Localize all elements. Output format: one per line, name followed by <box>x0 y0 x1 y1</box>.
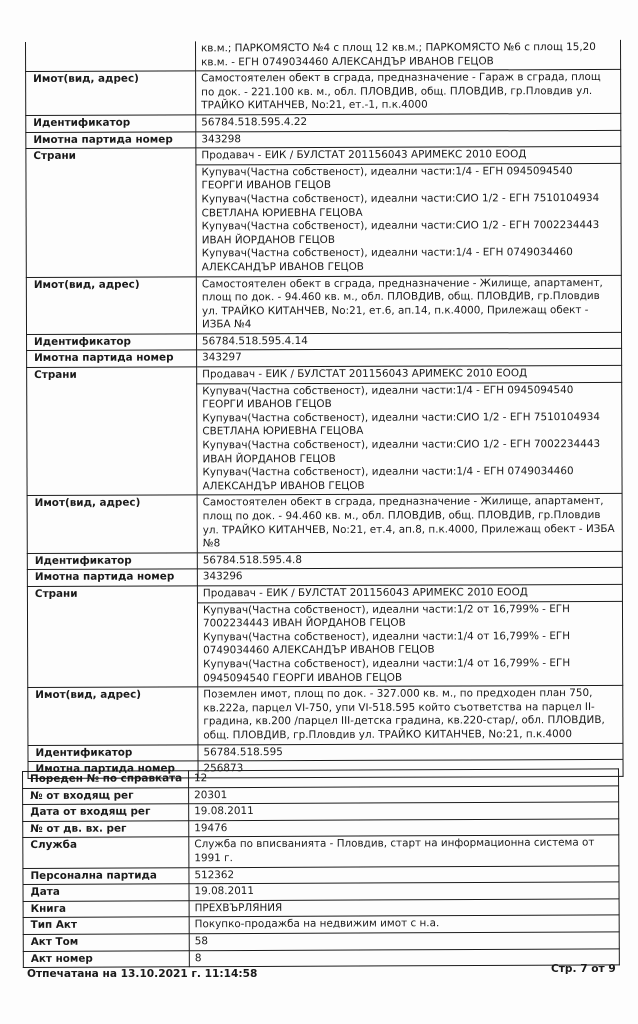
property-row <box>26 70 621 116</box>
batch-value: 256873 <box>198 760 623 778</box>
batch-label: Имотна партида номер <box>26 131 196 148</box>
batch-value: 343297 <box>197 349 622 367</box>
batch-row <box>27 349 622 368</box>
batch-label: Имотна партида номер <box>27 569 197 586</box>
buyer-entry: Купувач(Частна собственост), идеални части:1/4 - ЕГН 0945094540 ГЕОРГИ ИВАНОВ ГЕЦОВ <box>202 383 574 411</box>
identifier-value: 56784.518.595 <box>198 743 623 761</box>
printed-timestamp: Отпечатана на 13.10.2021 г. 11:14:58 <box>27 968 258 980</box>
identifier-row <box>27 551 622 570</box>
registration-value: Покупко-продажба на недвижим имот с н.а. <box>189 915 619 933</box>
registration-label: Пореден № по справката <box>23 771 189 788</box>
continuation-text: кв.м.; ПАРКОМЯСТО №4 с площ 12 кв.м.; ПАРКОМЯСТО №6 с площ 15,20 кв.м. - ЕГН 0749034460 АЛЕКСАНДЪР ИВАНОВ ГЕЦОВ <box>195 40 620 71</box>
registration-label: № от входящ рег <box>23 787 189 804</box>
registration-label: № от дв. вх. рег <box>23 821 189 838</box>
parties-label: Страни <box>26 148 196 277</box>
property-row <box>27 494 622 553</box>
identifier-label: Идентификатор <box>27 553 197 570</box>
buyer-entry: Купувач(Частна собственост), идеални части:СИО 1/2 - ЕГН 7002234443 ИВАН ЙОРДАНОВ ГЕЦОВ <box>201 219 600 247</box>
batch-value: 343298 <box>196 130 621 148</box>
parties-seller-row <box>27 365 622 384</box>
identifier-label: Идентификатор <box>27 334 197 351</box>
parties-seller-row <box>27 584 622 603</box>
buyer-entry: Купувач(Частна собственост), идеални части:СИО 1/2 - ЕГН 7002234443 ИВАН ЙОРДАНОВ ГЕЦОВ <box>202 438 601 466</box>
buyer-entry: Купувач(Частна собственост), идеални части:СИО 1/2 - ЕГН 7510104934 СВЕТЛАНА ЮРИЕВНА ГЕЦОВА <box>202 410 600 438</box>
registration-value: ПРЕХВЪРЛЯНИЯ <box>189 899 619 917</box>
property-value: Самостоятелен обект в сграда, предназначение - Жилище, апартамент, площ по док. - 94.460 кв. м., обл. ПЛОВДИВ, общ. ПЛОВДИВ, гр.Пловдив ул. ТРАЙКО КИТАНЧЕВ, No:21, ет.6, ап.14, п.к.4000, Прилежащ обект - ИЗБА №4 <box>196 275 621 334</box>
identifier-row <box>26 113 621 132</box>
property-value: Самостоятелен обект в сграда, предназначение - Жилище, апартамент, площ по док. - 94.460 кв. м., обл. ПЛОВДИВ, общ. ПЛОВДИВ, гр.Пловдив ул. ТРАЙКО КИТАНЧЕВ, No:21, ет.4, ап.8, п.к.4000, Прилежащ обект - ИЗБА №8 <box>197 494 622 553</box>
batch-value: 343296 <box>197 568 622 586</box>
batch-label: Имотна партида номер <box>28 761 198 778</box>
registration-value: 19476 <box>189 819 619 837</box>
registration-label: Персонална партида <box>23 867 189 884</box>
registration-value: 8 <box>189 948 619 966</box>
registration-table <box>22 768 620 968</box>
registration-label: Акт Том <box>23 934 189 951</box>
registration-value: 58 <box>189 932 619 950</box>
seller-value: Продавач - ЕИК / БУЛСТАТ 201156043 АРИМЕКС 2010 ЕООД <box>197 365 622 383</box>
continuation-row <box>25 40 620 72</box>
registration-row <box>23 948 619 967</box>
property-label: Имот(вид, адрес) <box>26 276 196 334</box>
buyer-entry: Купувач(Частна собственост), идеални части:СИО 1/2 - ЕГН 7510104934 СВЕТЛАНА ЮРИЕВНА ГЕЦОВА <box>201 191 600 219</box>
registration-value: 19.08.2011 <box>189 882 619 900</box>
property-label: Имот(вид, адрес) <box>26 71 196 115</box>
registration-value: 20301 <box>189 785 619 803</box>
identifier-value: 56784.518.595.4.22 <box>196 113 621 131</box>
property-value: Поземлен имот, площ по док. - 327.000 кв. м., по предходен план 750, кв.222а, парцел VI-750, упи VI-518.595 който съответства на парцел II-градина, кв.200 /парцел III-детска градина, кв.220-стар/, обл. ПЛОВДИВ, общ. ПЛОВДИВ, гр.Пловдив ул. ТРАЙКО КИТАНЧЕВ, No:21, п.к.4000 <box>198 686 623 745</box>
buyers-list <box>196 163 621 276</box>
registration-value: 12 <box>189 769 619 787</box>
registration-value: Служба по вписванията - Пловдив, старт на информационна система от 1991 г. <box>189 835 619 867</box>
seller-value: Продавач - ЕИК / БУЛСТАТ 201156043 АРИМЕКС 2010 ЕООД <box>197 584 622 602</box>
batch-row <box>26 130 621 149</box>
registration-label: Акт номер <box>23 950 189 967</box>
buyers-list <box>197 601 622 687</box>
buyer-entry: Купувач(Частна собственост), идеални части:1/4 от 16,799% - ЕГН 0749034460 АЛЕКСАНДЪР ИВАНОВ ГЕЦОВ <box>203 629 571 657</box>
property-label: Имот(вид, адрес) <box>28 687 198 745</box>
seller-value: Продавач - ЕИК / БУЛСТАТ 201156043 АРИМЕКС 2010 ЕООД <box>196 147 621 165</box>
parties-label: Страни <box>27 586 197 688</box>
registration-label: Служба <box>23 837 189 868</box>
property-row <box>26 275 621 334</box>
registration-value: 19.08.2011 <box>189 802 619 820</box>
property-value: Самостоятелен обект в сграда, предназначение - Гараж в сграда, площ по док. - 221.100 кв. м., обл. ПЛОВДИВ, общ. ПЛОВДИВ, гр.Пловдив ул. ТРАЙКО КИТАНЧЕВ, No:21, ет.-1, п.к.4000 <box>196 70 621 115</box>
batch-label: Имотна партида номер <box>27 350 197 367</box>
identifier-label: Идентификатор <box>26 115 196 132</box>
identifier-row <box>28 743 623 762</box>
buyers-list <box>197 382 622 495</box>
property-label: Имот(вид, адрес) <box>27 495 197 553</box>
parties-label: Страни <box>27 367 197 496</box>
buyer-entry: Купувач(Частна собственост), идеални части:1/4 - ЕГН 0749034460 АЛЕКСАНДЪР ИВАНОВ ГЕЦОВ <box>202 465 574 493</box>
buyer-entry: Купувач(Частна собственост), идеални части:1/4 - ЕГН 0945094540 ГЕОРГИ ИВАНОВ ГЕЦОВ <box>201 164 573 192</box>
identifier-row <box>27 332 622 351</box>
property-row <box>28 686 623 745</box>
registration-label: Дата <box>23 884 189 901</box>
buyer-entry: Купувач(Частна собственост), идеални части:1/4 - ЕГН 0749034460 АЛЕКСАНДЪР ИВАНОВ ГЕЦОВ <box>201 246 573 274</box>
page-number: Стр. 7 от 9 <box>551 963 616 975</box>
registration-label: Дата от входящ рег <box>23 804 189 821</box>
registration-label: Тип Акт <box>23 917 189 934</box>
identifier-value: 56784.518.595.4.14 <box>197 332 622 350</box>
property-records-table <box>25 40 624 779</box>
batch-row <box>27 568 622 587</box>
identifier-label: Идентификатор <box>28 744 198 761</box>
identifier-value: 56784.518.595.4.8 <box>197 551 622 569</box>
registration-row <box>23 835 619 868</box>
buyer-entry: Купувач(Частна собственост), идеални части:1/2 от 16,799% - ЕГН 7002234443 ИВАН ЙОРДАНОВ ГЕЦОВ <box>202 602 570 630</box>
buyer-entry: Купувач(Частна собственост), идеални части:1/4 от 16,799% - ЕГН 0945094540 ГЕОРГИ ИВАНОВ ГЕЦОВ <box>203 657 571 684</box>
registration-value: 512362 <box>189 865 619 883</box>
parties-seller-row <box>26 147 621 166</box>
registration-label: Книга <box>23 901 189 918</box>
continuation-label-cell <box>25 41 195 71</box>
